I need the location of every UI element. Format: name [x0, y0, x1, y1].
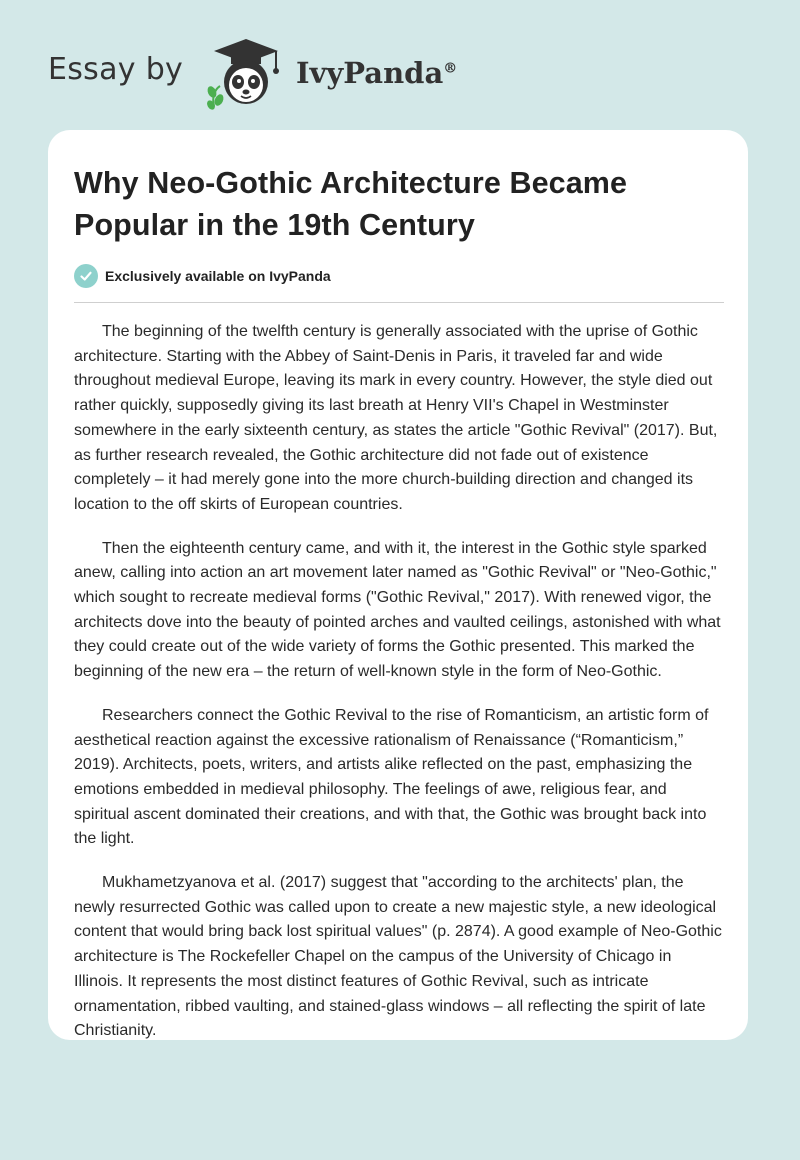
- divider: [74, 302, 724, 303]
- brand-name: [296, 56, 457, 90]
- essay-title: Why Neo-Gothic Architecture Became Popular in the 19th Century: [74, 166, 628, 242]
- registered-mark: ®: [443, 60, 458, 77]
- brand-text: IvyPanda: [296, 56, 444, 90]
- paragraph: Mukhametzyanova et al. (2017) suggest that "according to the architects' plan, the newly resurrected Gothic was called upon to create a new majestic style, a new ideological content that would bring back lost spiritual values" (p. 2874). A good example of Neo-Gothic architecture is The Rockefeller Chapel on the campus of the University of Chicago in Illinois. It represents the most distinct features of Gothic Revival, such as intricate ornamentation, ribbed vaulting, and stained-glass windows – all reflecting the spirit of late Christianity.: [74, 874, 722, 1040]
- essay-body: [74, 320, 724, 1063]
- essay-card: [48, 130, 748, 1040]
- paragraph: Then the eighteenth century came, and with it, the interest in the Gothic style sparked anew, calling into action an art movement later named as "Gothic Revival" or "Neo-Gothic," which sought to recreate medieval forms ("Gothic Revival," 2017). With renewed vigor, the architects dove into the beauty of pointed arches and vaulted ceilings, astonished with what they could create out of the wide variety of forms the Gothic presented. This marked the beginning of the new era – the return of well-known style in the form of Neo-Gothic.: [74, 539, 721, 681]
- paragraph: Researchers connect the Gothic Revival to the rise of Romanticism, an artistic form of aesthetical reaction against the excessive rationalism of Renaissance (“Romanticism,” 2019). Architects, poets, writers, and artists alike reflected on the past, emphasizing the emotions embedded in medieval philosophy. The feelings of awe, religious fear, and spiritual ascent dominated their creations, and with that, the Gothic was brought back into the light.: [74, 706, 709, 848]
- exclusive-badge: [74, 264, 331, 288]
- paragraph: The beginning of the twelfth century is generally associated with the uprise of Gothic architecture. Starting with the Abbey of Saint-Denis in Paris, it traveled far and wide throughout medieval Europe, leaving its mark in every country. However, the style died out rather quickly, supposedly giving its last breath at Henry VII's Chapel in Westminster somewhere in the early sixteenth century, as states the article "Gothic Revival" (2017). But, as further research revealed, the Gothic architecture did not fade out of existence completely – it had merely gone into the more church-building direction and changed its location to the off skirts of European countries.: [74, 323, 718, 513]
- site-header: [0, 0, 800, 120]
- check-icon: [74, 264, 98, 288]
- essay-by-label: Essay by: [48, 52, 184, 87]
- ivypanda-logo-icon: [200, 36, 292, 110]
- badge-label: Exclusively available on IvyPanda: [105, 268, 331, 284]
